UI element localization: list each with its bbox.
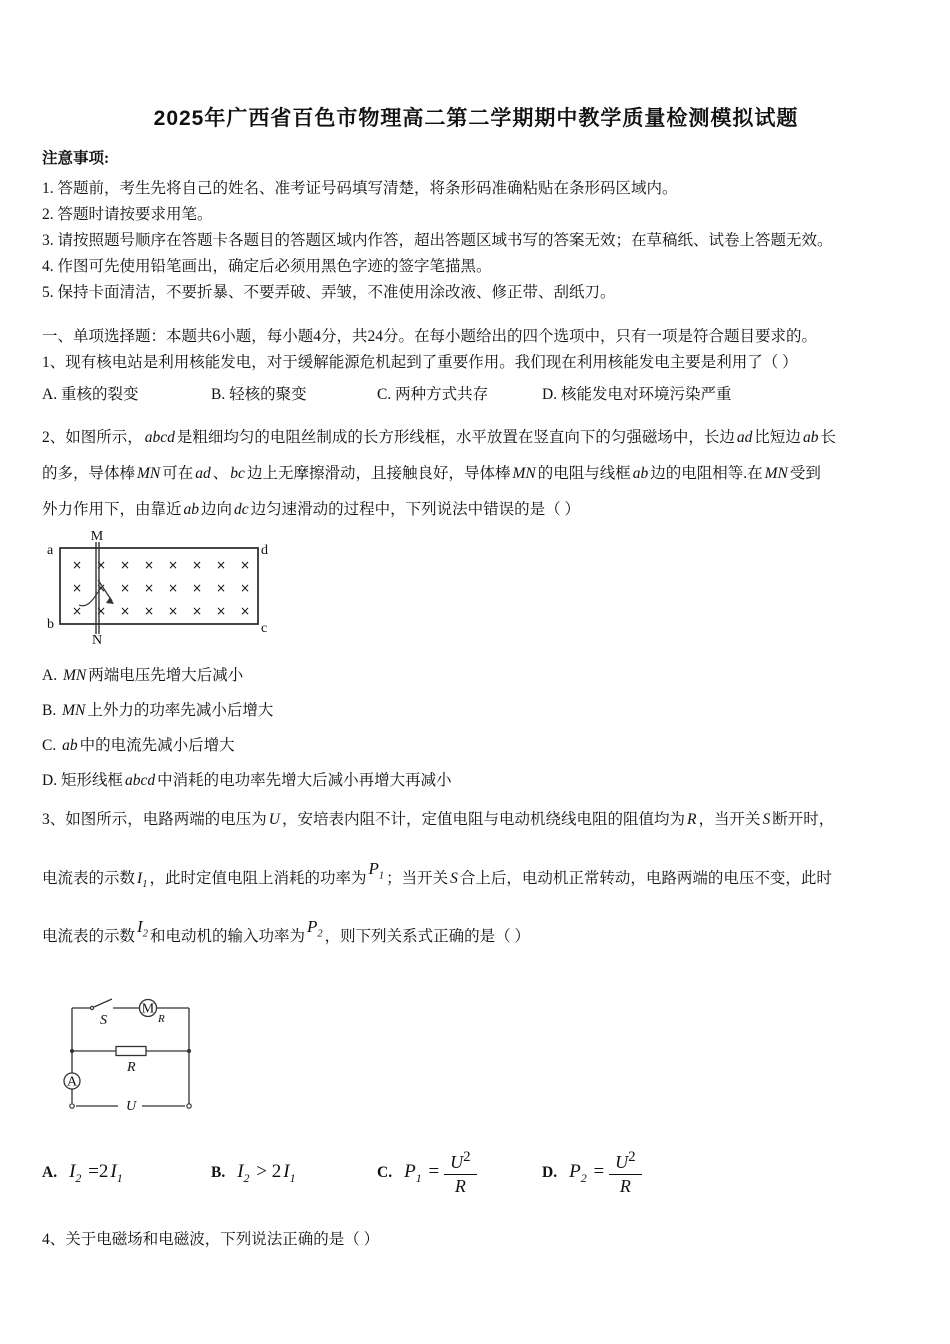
q3-option-a-formula: $I_2 =2$ $I_1$	[69, 1160, 123, 1185]
q2-option-d: D. 矩形线框 abcd 中消耗的电功率先增大后减小再增大再减小	[42, 772, 452, 789]
q3-circuit-svg	[56, 996, 226, 1120]
field-into-page-symbol: ×	[143, 558, 155, 572]
field-into-page-symbol: ×	[167, 558, 179, 572]
field-into-page-symbol: ×	[167, 581, 179, 595]
junction-dot-left	[70, 1049, 74, 1053]
q2-stem-line-3: 外力作用下，由靠近 ab 边向 dc 边匀速滑动的过程中，下列说法中错误的是（ ）	[42, 501, 581, 518]
q2-stem-line-2: 的多，导体棒 MN 可在 ad 、 bc 边上无摩擦滑动，且接触良好，导体棒 MN 的电阻与线框 ab 边的电阻相等.在 MN 受到	[42, 465, 821, 482]
motor-resistance-label-R: R	[158, 1013, 165, 1025]
q3-option-d-label: D.	[542, 1164, 558, 1181]
field-into-page-symbol: ×	[215, 604, 227, 618]
q2-stem-line-1: 2、如图所示， abcd 是粗细均匀的电阻丝制成的长方形线框，水平放置在竖直向下的匀强磁场中，长边 ad 比短边 ab 长	[42, 429, 836, 446]
frac-denominator: R	[454, 1176, 466, 1196]
switch-label-S: S	[100, 1013, 107, 1028]
hand-arrow-head	[106, 597, 114, 604]
notice-section	[42, 146, 910, 306]
field-into-page-symbol: ×	[71, 558, 83, 572]
field-into-page-symbol: ×	[119, 558, 131, 572]
page-title: 2025年广西省百色市物理高二第二学期期中教学质量检测模拟试题	[153, 107, 799, 130]
field-into-page-symbol: ×	[143, 581, 155, 595]
field-into-page-symbol: ×	[119, 604, 131, 618]
frac-numerator-exponent: 2	[463, 1149, 471, 1166]
q3-option-d-fraction	[609, 1149, 642, 1196]
field-into-page-symbol: ×	[215, 581, 227, 595]
q3-circuit-figure	[56, 996, 910, 1125]
field-into-page-symbol: ×	[239, 558, 251, 572]
q3-option-c	[377, 1149, 542, 1196]
q1-options	[42, 382, 910, 408]
q3-option-b-label: B.	[211, 1163, 226, 1181]
field-into-page-symbol: ×	[71, 604, 83, 618]
q1-stem: 1、现有核电站是利用核能发电，对于缓解能源危机起到了重要作用。我们现在利用核能发电主要是利用了（ ）	[42, 354, 798, 371]
q1-option-c: C. 两种方式共存	[377, 386, 489, 403]
field-into-page-symbol: ×	[167, 604, 179, 618]
switch-pivot	[90, 1006, 93, 1009]
notice-item-3: 3. 请按照题号顺序在答题卡各题目的答题区域内作答，超出答题区域书写的答案无效；在草稿纸、试卷上答题无效。	[42, 232, 833, 249]
q3-stem-line-1: 3、如图所示，电路两端的电压为 U ，安培表内阻不计，定值电阻与电动机绕线电阻的阻值均为 R ，当开关 S 断开时，	[42, 811, 835, 828]
q1-option-d: D. 核能发电对环境污染严重	[542, 386, 732, 403]
q3-stem-line-2: 电流表的示数 $I_1$ ，此时定值电阻上消耗的功率为$P_1$ ；当开关 S 合上后，电动机正常转动，电路两端的电压不变，此时	[42, 858, 832, 890]
q3-option-d	[542, 1149, 642, 1196]
resistor-box	[116, 1047, 146, 1056]
field-into-page-symbol: ×	[191, 604, 203, 618]
frac-numerator: U	[615, 1152, 629, 1173]
q3-option-a-label: A.	[42, 1163, 58, 1181]
field-into-page-symbol: ×	[239, 604, 251, 618]
frac-numerator-exponent: 2	[628, 1149, 636, 1166]
corner-label-b: b	[47, 617, 54, 632]
terminal-left	[70, 1104, 74, 1108]
q2-option-a: A. MN 两端电压先增大后减小	[42, 667, 244, 684]
field-into-page-symbol: ×	[191, 558, 203, 572]
q3-option-a	[42, 1161, 211, 1186]
ammeter-label-A: A	[66, 1074, 78, 1090]
notice-item-1: 1. 答题前，考生先将自己的姓名、准考证号码填写清楚，将条形码准确粘贴在条形码区域内。	[42, 180, 678, 197]
field-into-page-symbol: ×	[191, 581, 203, 595]
corner-label-d: d	[261, 543, 268, 558]
field-into-page-symbol: ×	[215, 558, 227, 572]
voltage-label-U: U	[126, 1099, 137, 1114]
bar-label-N: N	[91, 633, 103, 646]
q3-option-c-lhs: $P_1$ =	[404, 1160, 440, 1185]
frac-denominator: R	[619, 1176, 631, 1196]
q2-figure	[46, 530, 910, 646]
q3-option-c-label: C.	[377, 1164, 393, 1181]
resistor-label-R: R	[127, 1060, 136, 1075]
terminal-right	[187, 1104, 191, 1108]
switch-blade	[94, 999, 112, 1007]
frac-numerator: U	[450, 1152, 464, 1173]
question-1	[42, 350, 910, 408]
field-into-page-symbol: ×	[239, 581, 251, 595]
q3-stem-line-3: 电流表的示数$I_2$ 和电动机的输入功率为$P_2$ ，则下列关系式正确的是（ ）	[42, 916, 530, 945]
q3-option-c-fraction	[444, 1149, 477, 1196]
junction-dot-right	[187, 1049, 191, 1053]
q3-stem-line-3-wrap	[42, 894, 910, 956]
q2-option-b: B. MN 上外力的功率先减小后增大	[42, 702, 274, 719]
field-into-page-symbol: ×	[95, 558, 107, 572]
corner-label-a: a	[47, 543, 54, 558]
notice-item-2: 2. 答题时请按要求用笔。	[42, 206, 213, 223]
field-into-page-symbol: ×	[119, 581, 131, 595]
field-into-page-symbol: ×	[95, 581, 107, 595]
notice-item-4: 4. 作图可先使用铅笔画出，确定后必须用黑色字迹的签字笔描黑。	[42, 258, 492, 275]
q3-option-b	[211, 1161, 377, 1186]
q2-option-c: C. ab 中的电流先减小后增大	[42, 737, 235, 754]
q3-option-d-lhs: $P_2$ =	[569, 1160, 605, 1185]
field-into-page-symbol: ×	[95, 604, 107, 618]
q2-figure-svg	[46, 530, 278, 646]
q1-option-a: A. 重核的裂变	[42, 386, 139, 403]
field-into-page-symbol: ×	[71, 581, 83, 595]
motor-label-M: M	[141, 1001, 155, 1017]
q3-option-b-formula: $I_2 > 2$ $I_1$	[237, 1160, 296, 1185]
bar-label-M: M	[90, 530, 104, 544]
question-3	[42, 806, 910, 1203]
question-2	[42, 420, 910, 798]
notice-item-5: 5. 保持卡面清洁，不要折暴、不要弄破、弄皱，不准使用涂改液、修正带、刮纸刀。	[42, 284, 616, 301]
section-1-header: 一、单项选择题：本题共6小题，每小题4分，共24分。在每小题给出的四个选项中，只有一项是符合题目要求的。	[42, 328, 818, 345]
q3-stem-line-2-wrap	[42, 834, 910, 894]
wire-frame-rect	[60, 548, 258, 624]
field-into-page-symbol: ×	[143, 604, 155, 618]
q4-stem: 4、关于电磁场和电磁波，下列说法正确的是（ ）	[42, 1231, 380, 1248]
q1-option-b: B. 轻核的聚变	[211, 386, 307, 403]
notice-label: 注意事项:	[42, 150, 110, 167]
q3-options	[42, 1143, 910, 1203]
corner-label-c: c	[261, 621, 268, 636]
